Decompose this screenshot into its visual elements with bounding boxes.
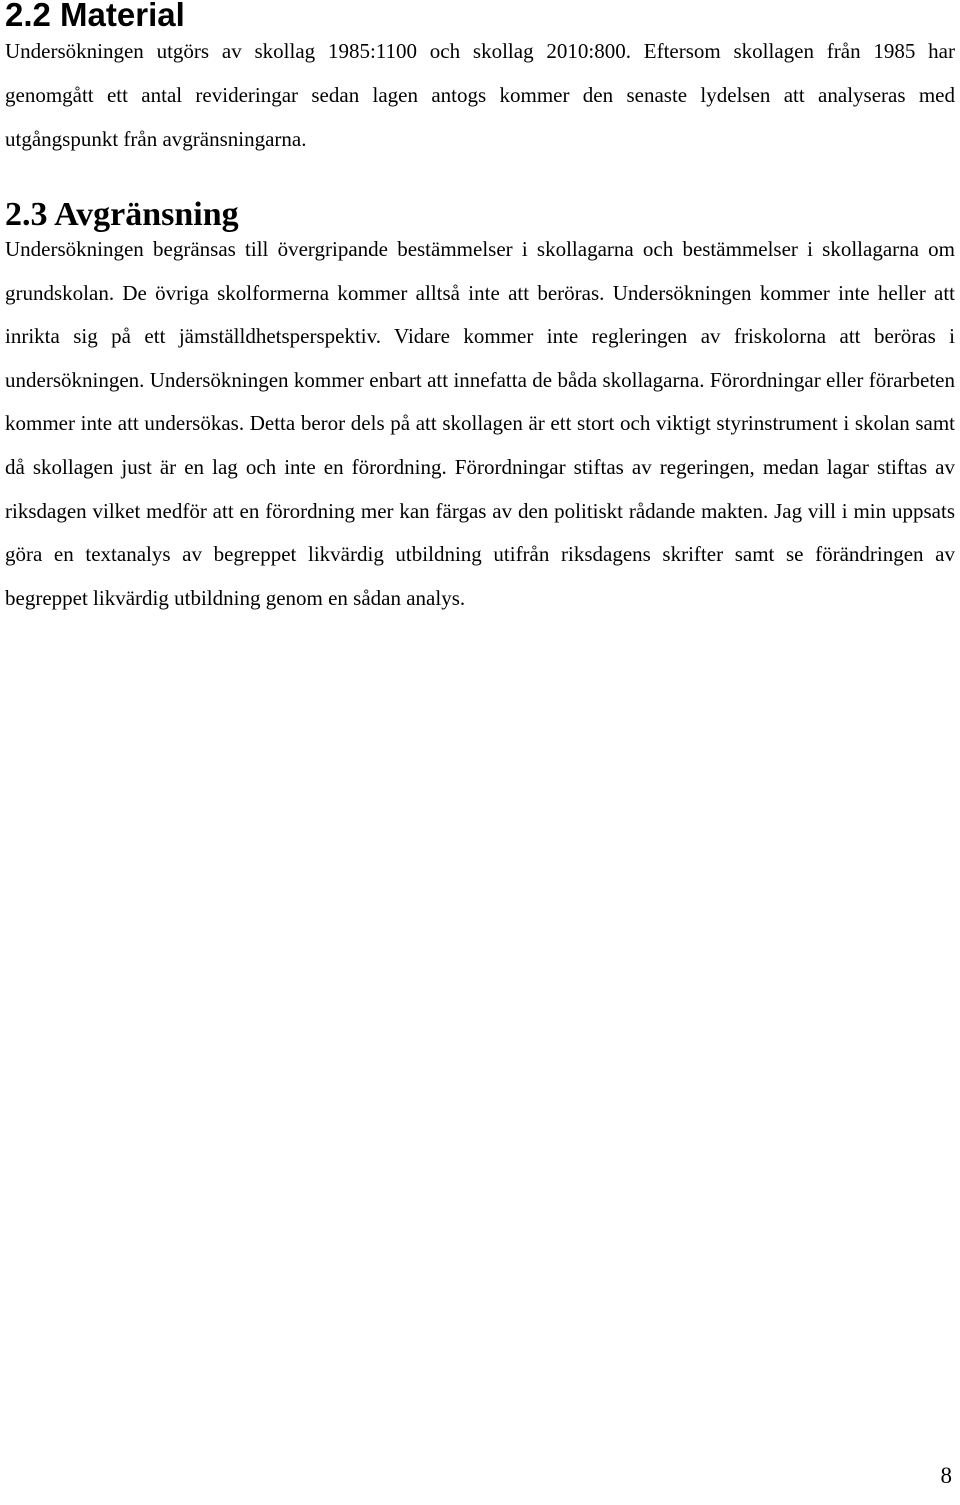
document-page	[5, 0, 955, 620]
page-number: 8	[940, 1463, 952, 1488]
paragraph-material: Undersökningen utgörs av skollag 1985:1100 och skollag 2010:800. Eftersom skollagen från 1985 har genomgått ett antal revideringar sedan lagen antogs kommer den senaste lydelsen att analyseras med utgångspunkt från avgränsningarna.	[5, 39, 955, 151]
section-heading-avgransning: 2.3 Avgränsning	[5, 196, 239, 233]
paragraph-avgransning: Undersökningen begränsas till övergripande bestämmelser i skollagarna och bestämmelser i skollagarna om grundskolan. De övriga skolformerna kommer alltså inte att beröras. Undersökningen kommer inte heller att inrikta sig på ett jämställdhetsperspektiv. Vidare kommer inte regleringen av friskolorna att beröras i undersökningen. Undersökningen kommer enbart att innefatta de båda skollagarna. Förordningar eller förarbeten kommer inte att undersökas. Detta beror dels på att skollagen är ett stort och viktigt styrinstrument i skolan samt då skollagen just är en lag och inte en förordning. Förordningar stiftas av regeringen, medan lagar stiftas av riksdagen vilket medför att en förordning mer kan färgas av den politiskt rådande makten. Jag vill i min uppsats göra en textanalys av begreppet likvärdig utbildning utifrån riksdagens skrifter samt se förändringen av begreppet likvärdig utbildning genom en sådan analys.	[5, 237, 955, 610]
section-heading-material: 2.2 Material	[5, 0, 185, 33]
